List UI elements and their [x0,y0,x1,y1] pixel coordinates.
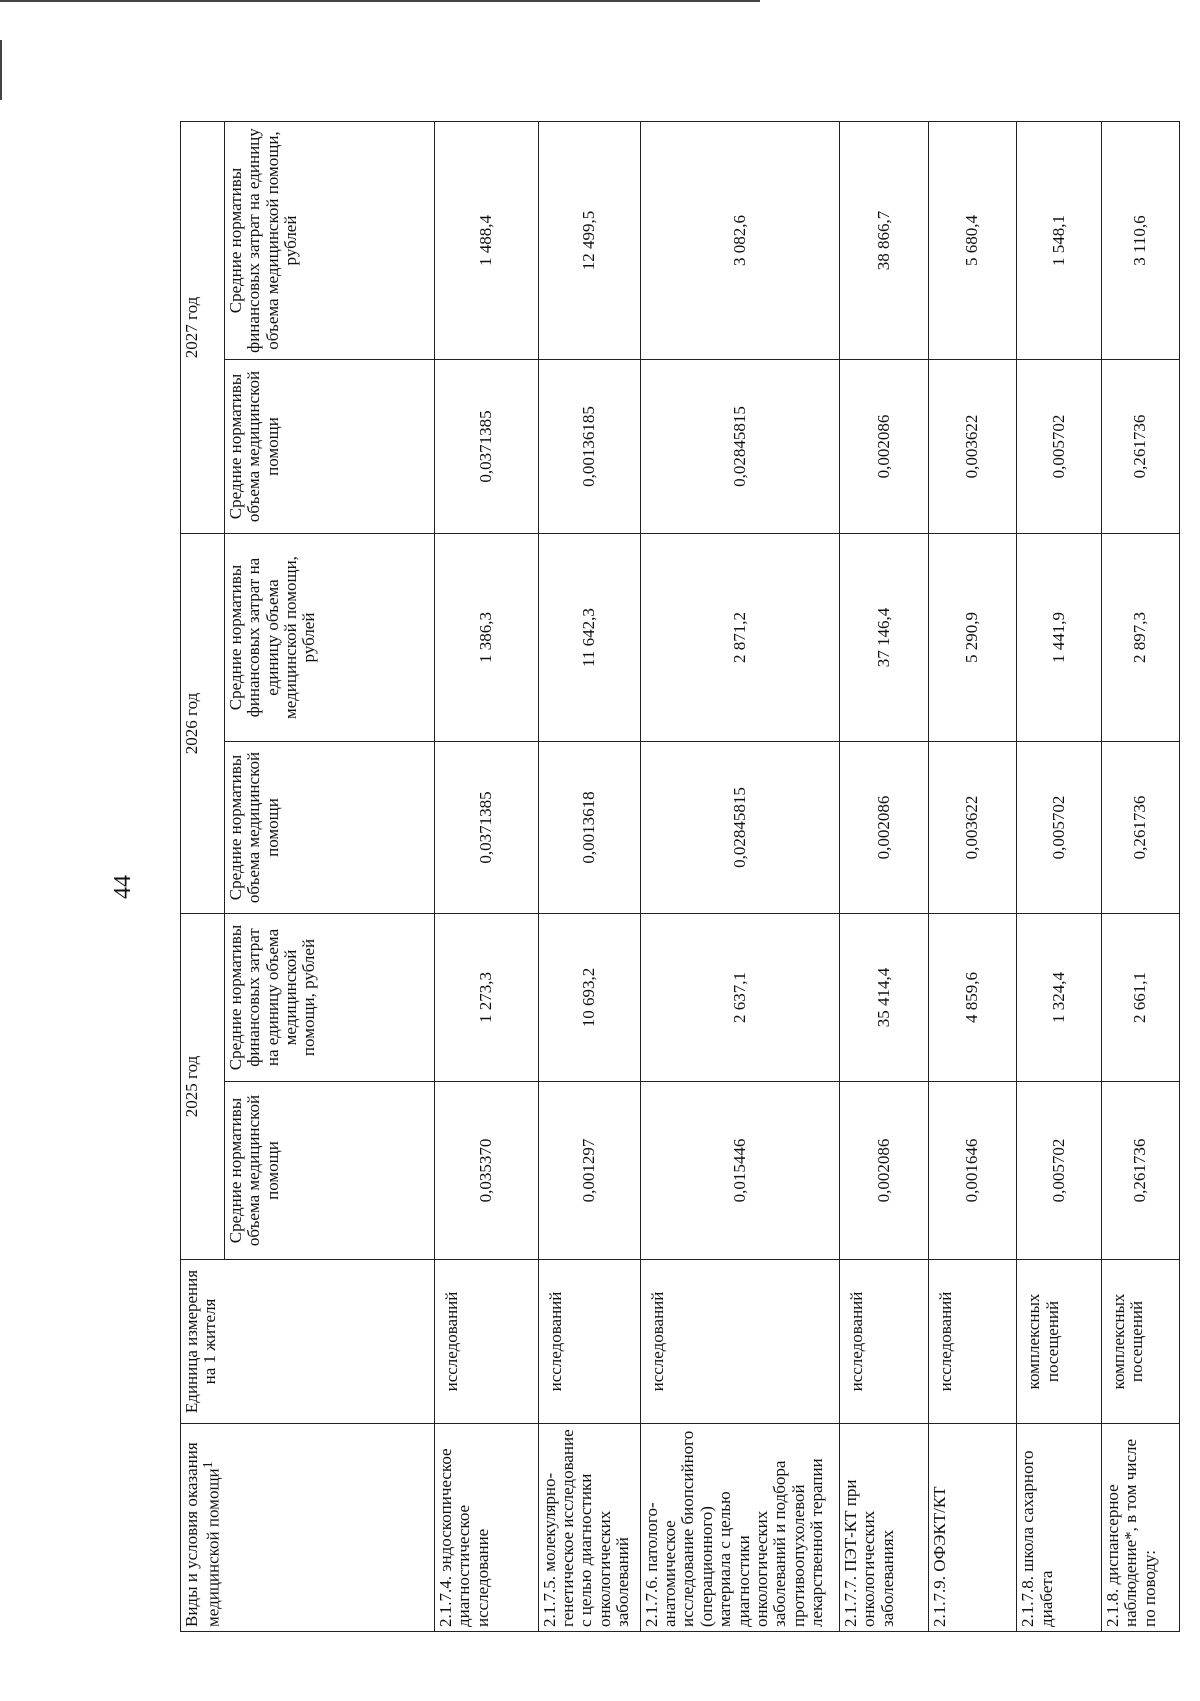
cell-cost-2025: 4 859,6 [928,914,1017,1082]
cell-volume-2025: 0,002086 [839,1082,928,1260]
header-unit-label: Единица измерения на 1 жителя [182,1269,220,1414]
table-row [928,122,1017,1632]
table-row [640,122,839,1632]
header-type-label: Виды и условия оказания медицинской помощи [182,1442,224,1627]
header-year-2027: 2027 год [181,122,225,534]
cell-cost-2026: 2 871,2 [640,534,839,742]
cell-volume-2025: 0,261736 [1101,1082,1179,1260]
cell-volume-2026: 0,002086 [839,742,928,914]
cell-volume-2025: 0,005702 [1017,1082,1101,1260]
cell-volume-2025: 0,015446 [640,1082,839,1260]
row-unit: исследований [435,1260,539,1424]
row-label: 2.1.7.4. эндоскопическое диагностическое исследование [435,1424,539,1632]
cell-volume-2026: 0,005702 [1017,742,1101,914]
cell-cost-2026: 1 386,3 [435,534,539,742]
header-type-of-care [181,1424,435,1632]
table-row [435,122,539,1632]
row-unit: исследований [538,1260,640,1424]
cell-volume-2025: 0,001646 [928,1082,1017,1260]
cell-volume-2026: 0,0371385 [435,742,539,914]
norms-table [180,121,1180,1632]
cell-cost-2025: 1 324,4 [1017,914,1101,1082]
cell-cost-2025: 10 693,2 [538,914,640,1082]
cell-volume-2026: 0,0013618 [538,742,640,914]
cell-cost-2025: 2 661,1 [1101,914,1179,1082]
cell-cost-2027: 1 548,1 [1017,122,1101,360]
row-label: 2.1.8. диспансерное наблюдение*, в том числе по поводу: [1101,1424,1179,1632]
cell-cost-2027: 12 499,5 [538,122,640,360]
cell-cost-2027: 5 680,4 [928,122,1017,360]
cell-volume-2026: 0,02845815 [640,742,839,914]
row-unit: комплексных посещений [1017,1260,1101,1424]
header-2025-volume: Средние нормативы объема медицинской помощи [225,1082,435,1260]
cell-cost-2026: 2 897,3 [1101,534,1179,742]
table-row [1101,122,1179,1632]
cell-volume-2027: 0,0371385 [435,360,539,534]
cell-cost-2027: 3 110,6 [1101,122,1179,360]
row-unit: исследований [928,1260,1017,1424]
scan-top-edge [0,0,760,2]
cell-volume-2027: 0,00136185 [538,360,640,534]
cell-volume-2027: 0,261736 [1101,360,1179,534]
cell-cost-2026: 1 441,9 [1017,534,1101,742]
cell-cost-2027: 3 082,6 [640,122,839,360]
cell-cost-2025: 1 273,3 [435,914,539,1082]
row-unit: комплексных посещений [1101,1260,1179,1424]
header-2026-volume: Средние нормативы объема медицинской помощи [225,742,435,914]
row-unit: исследований [839,1260,928,1424]
cell-cost-2025: 35 414,4 [839,914,928,1082]
scan-left-edge [0,40,2,100]
header-year-2025: 2025 год [181,914,225,1260]
cell-volume-2027: 0,005702 [1017,360,1101,534]
cell-cost-2025: 2 637,1 [640,914,839,1082]
cell-volume-2027: 0,003622 [928,360,1017,534]
cell-volume-2027: 0,02845815 [640,360,839,534]
cell-cost-2027: 1 488,4 [435,122,539,360]
header-2025-cost: Средние нормативы финансовых затрат на единицу объема медицинской помощи, рублей [225,914,435,1082]
header-type-footnote: 1 [200,1461,217,1469]
header-2027-cost: Средние нормативы финансовых затрат на единицу объема медицинской помощи, рублей [225,122,435,360]
cell-volume-2026: 0,003622 [928,742,1017,914]
row-label: 2.1.7.5. молекулярно-генетическое исследование с целью диагностики онкологических заболеваний [538,1424,640,1632]
cell-volume-2026: 0,261736 [1101,742,1179,914]
header-2026-cost: Средние нормативы финансовых затрат на единицу объема медицинской помощи, рублей [225,534,435,742]
cell-volume-2025: 0,035370 [435,1082,539,1260]
table-row [538,122,640,1632]
row-unit: исследований [640,1260,839,1424]
row-label: 2.1.7.6. патолого-анатомическое исследование биопсийного (операционного) материала с целью диагностики онкологических заболеваний и подбора противоопухолевой лекарственной терапии [640,1424,839,1632]
row-label: 2.1.7.8. школа сахарного диабета [1017,1424,1101,1632]
cell-volume-2025: 0,001297 [538,1082,640,1260]
rotated-table-sheet [110,122,1180,1632]
cell-volume-2027: 0,002086 [839,360,928,534]
row-label: 2.1.7.9. ОФЭКТ/КТ [928,1424,1017,1632]
cell-cost-2026: 11 642,3 [538,534,640,742]
page-number: 44 [110,875,136,899]
cell-cost-2026: 5 290,9 [928,534,1017,742]
header-year-2026: 2026 год [181,534,225,914]
header-2027-volume: Средние нормативы объема медицинской помощи [225,360,435,534]
table-row [839,122,928,1632]
row-label: 2.1.7.7. ПЭТ-КТ при онкологических заболеваниях [839,1424,928,1632]
cell-cost-2026: 37 146,4 [839,534,928,742]
cell-cost-2027: 38 866,7 [839,122,928,360]
header-unit [181,1260,435,1424]
table-row [1017,122,1101,1632]
